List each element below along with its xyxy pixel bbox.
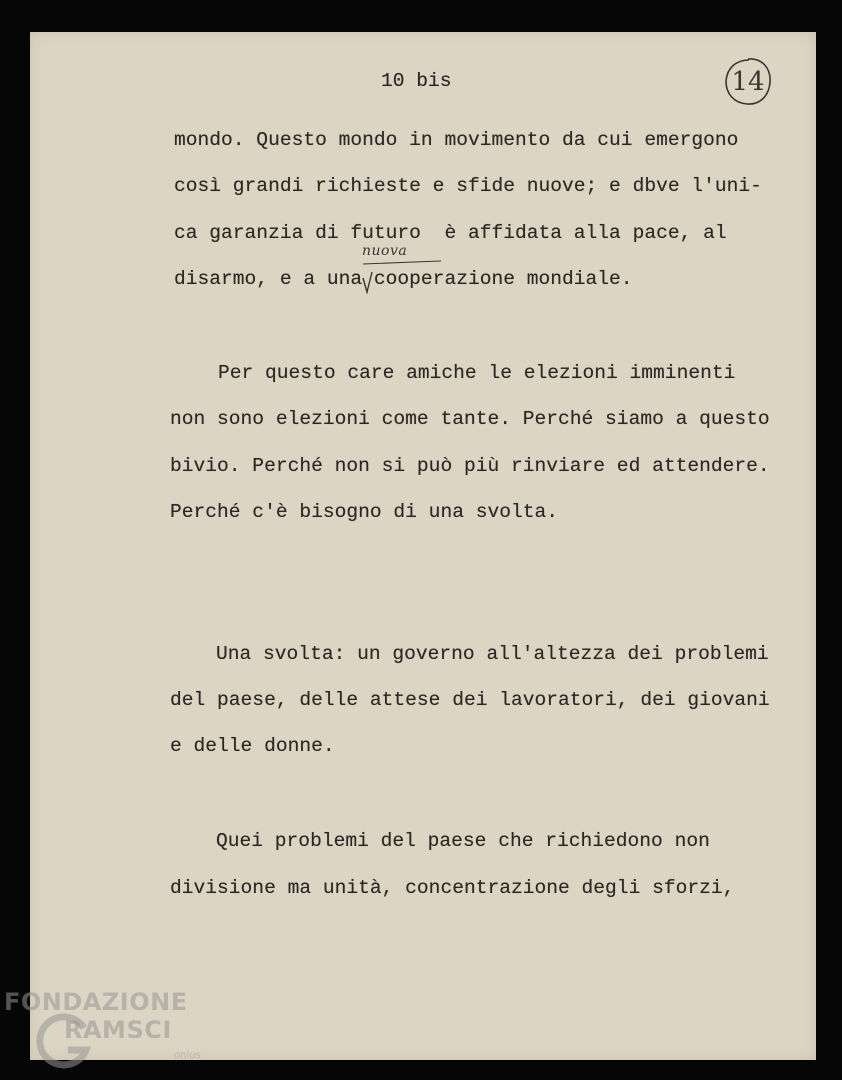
text-line: del paese, delle attese dei lavoratori, dei giovani bbox=[170, 689, 770, 711]
text-line: Quei problemi del paese che richiedono non bbox=[216, 830, 710, 852]
text-line: Una svolta: un governo all'altezza dei problemi bbox=[216, 643, 769, 665]
page-header: 10 bis bbox=[381, 70, 452, 92]
text-line: ca garanzia di futuro è affidata alla pace, al bbox=[174, 222, 727, 244]
text-line: divisione ma unità, concentrazione degli sforzi, bbox=[170, 877, 735, 899]
watermark-suffix: onlus bbox=[174, 1050, 201, 1061]
insertion-caret-icon bbox=[355, 254, 445, 298]
page-number-handwritten: 14 bbox=[731, 67, 765, 97]
text-line: bivio. Perché non si può più rinviare ed attendere. bbox=[170, 455, 770, 477]
watermark-line-2: RAMSCI bbox=[64, 1016, 172, 1044]
text-line: mondo. Questo mondo in movimento da cui emergono bbox=[174, 129, 739, 151]
page-number-stamp bbox=[722, 56, 774, 108]
fondazione-gramsci-watermark bbox=[4, 988, 234, 1080]
text-line: Perché c'è bisogno di una svolta. bbox=[170, 501, 559, 523]
text-line: e delle donne. bbox=[170, 735, 335, 757]
text-line: così grandi richieste e sfide nuove; e dbve l'uni- bbox=[174, 175, 762, 197]
text-line: non sono elezioni come tante. Perché siamo a questo bbox=[170, 408, 770, 430]
watermark-line-1: FONDAZIONE bbox=[4, 988, 188, 1016]
text-line: disarmo, e a una cooperazione mondiale. bbox=[174, 268, 633, 290]
handwritten-insertion: nuova bbox=[362, 243, 408, 259]
text-line: Per questo care amiche le elezioni imminenti bbox=[218, 362, 736, 384]
